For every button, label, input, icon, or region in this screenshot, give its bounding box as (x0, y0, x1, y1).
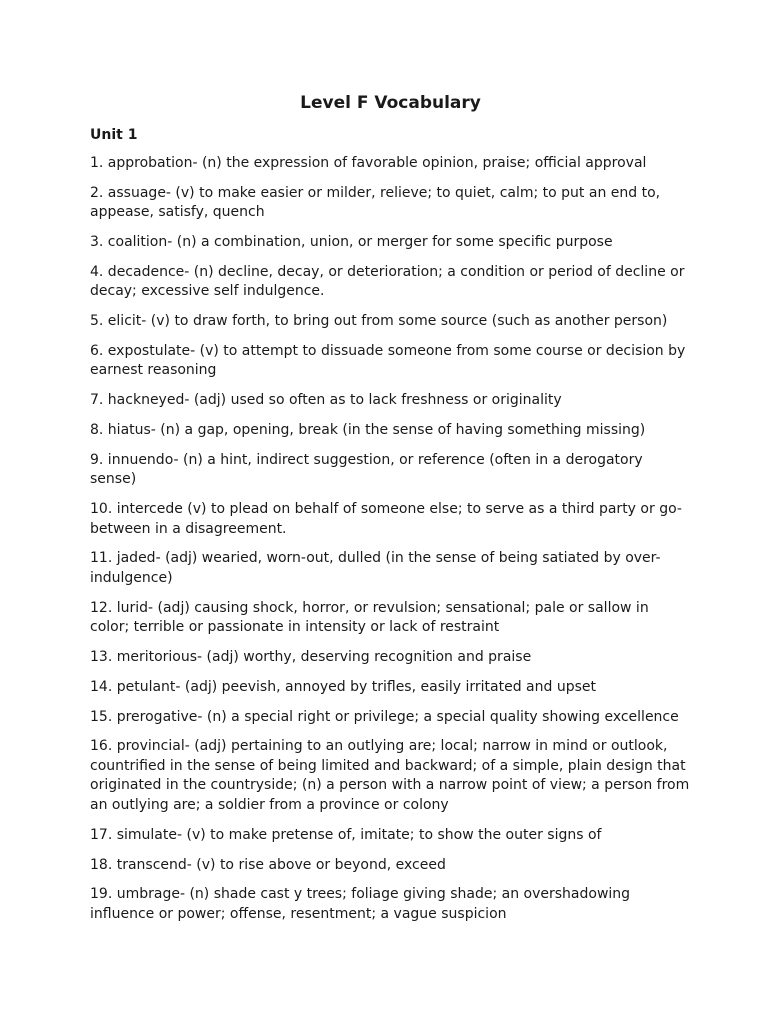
vocabulary-entry: 9. innuendo- (n) a hint, indirect suggestion, or reference (often in a derogatory sense) (90, 451, 643, 488)
vocabulary-entry: 15. prerogative- (n) a special right or privilege; a special quality showing excellence (90, 708, 679, 725)
vocabulary-entry: 1. approbation- (n) the expression of favorable opinion, praise; official approval (90, 155, 647, 171)
unit-heading: Unit 1 (90, 127, 138, 143)
vocabulary-entry: 19. umbrage- (n) shade cast y trees; foliage giving shade; an overshadowing influence or power; offense, resentment; a vague suspicion (90, 886, 631, 922)
vocabulary-entry: 16. provincial- (adj) pertaining to an outlying are; local; narrow in mind or outlook, countrified in the sense of being limited and backward; of a simple, plain design that originated in the countryside; (n) a person with a narrow point of view; a person from an outlying are; a soldier from a province or colony (90, 738, 690, 813)
vocabulary-entry: 10. intercede (v) to plead on behalf of someone else; to serve as a third party or go-between in a disagreement. (90, 501, 682, 537)
vocabulary-list (90, 154, 690, 935)
vocabulary-entry: 13. meritorious- (adj) worthy, deserving recognition and praise (90, 649, 532, 666)
document-title: Level F Vocabulary (300, 93, 481, 113)
vocabulary-entry: 7. hackneyed- (adj) used so often as to lack freshness or originality (90, 392, 562, 409)
vocabulary-entry: 6. expostulate- (v) to attempt to dissuade someone from some course or decision by earnest reasoning (90, 342, 686, 379)
vocabulary-entry: 3. coalition- (n) a combination, union, or merger for some specific purpose (90, 234, 613, 251)
vocabulary-entry: 8. hiatus- (n) a gap, opening, break (in the sense of having something missing) (90, 422, 646, 439)
vocabulary-entry: 5. elicit- (v) to draw forth, to bring out from some source (such as another person) (90, 313, 668, 330)
vocabulary-entry: 11. jaded- (adj) wearied, worn-out, dulled (in the sense of being satiated by over-indulgence) (90, 550, 661, 586)
vocabulary-entry: 18. transcend- (v) to rise above or beyond, exceed (90, 856, 446, 873)
vocabulary-entry: 17. simulate- (v) to make pretense of, imitate; to show the outer signs of (90, 826, 602, 843)
vocabulary-entry: 4. decadence- (n) decline, decay, or deterioration; a condition or period of decline or decay; excessive self indulgence. (90, 263, 685, 300)
vocabulary-entry: 14. petulant- (adj) peevish, annoyed by trifles, easily irritated and upset (90, 678, 597, 695)
vocabulary-entry: 2. assuage- (v) to make easier or milder, relieve; to quiet, calm; to put an end to, appease, satisfy, quench (90, 184, 661, 221)
vocabulary-entry: 12. lurid- (adj) causing shock, horror, or revulsion; sensational; pale or sallow in color; terrible or passionate in intensity or lack of restraint (90, 599, 649, 636)
